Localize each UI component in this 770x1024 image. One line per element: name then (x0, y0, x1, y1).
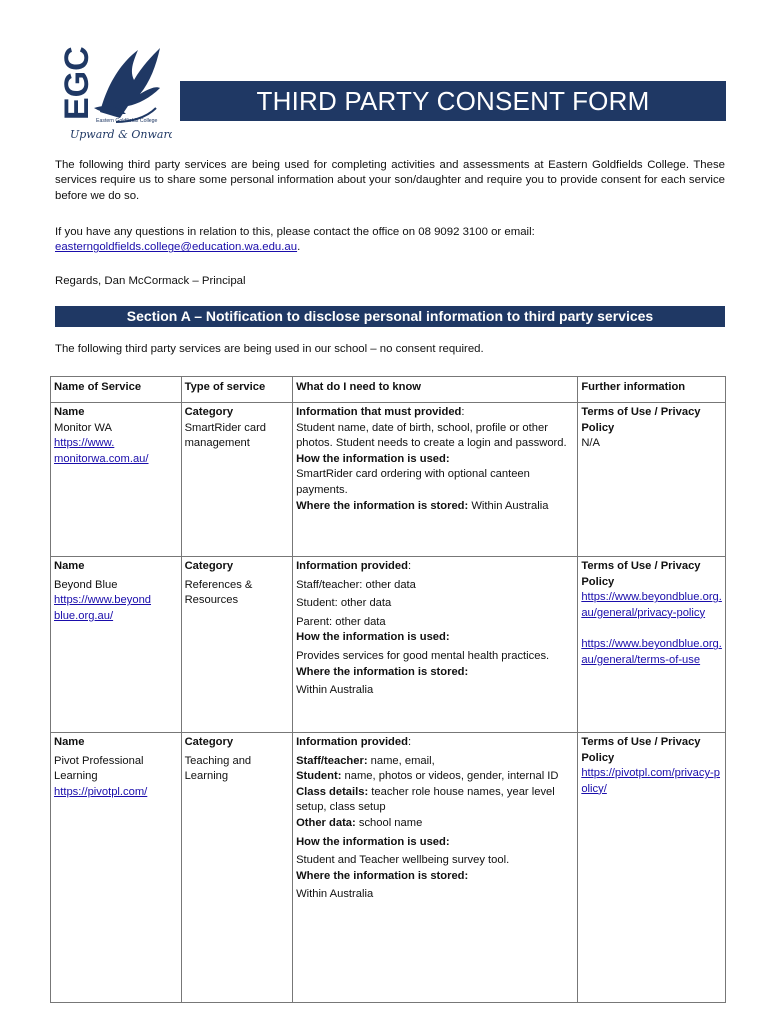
school-logo (60, 42, 172, 142)
service-name: Beyond Blue (54, 578, 118, 591)
table-row (51, 403, 726, 557)
category-label: Category (184, 406, 234, 418)
student-label: Student: (296, 770, 342, 783)
header-further-information: Further information (578, 377, 726, 403)
terms-of-use-link[interactable]: https://www.beyondblue.org.au/general/terms-of-use (581, 638, 722, 666)
service-link[interactable]: https://pivotpl.com/ (54, 785, 148, 798)
office-email-link[interactable]: easterngoldfields.college@education.wa.edu.au (55, 241, 298, 254)
staff-data: Staff/teacher: other data (296, 578, 416, 591)
usage-text: Student and Teacher wellbeing survey tool. (296, 854, 510, 867)
what-to-know-cell: Information provided: Staff/teacher: other data Student: other data Parent: other data How the information is used: Provides services for good mental health practices. Where the information is stored: Within Australia (293, 557, 578, 733)
section-a-heading: Section A – Notification to disclose personal information to third party services (55, 306, 725, 327)
class-details-label: Class details: (296, 785, 369, 798)
privacy-policy-link[interactable]: https://pivotpl.com/privacy-policy/ (581, 767, 720, 795)
name-label: Name (54, 736, 85, 748)
category-label: Category (184, 736, 234, 748)
service-name: Monitor WA (54, 421, 113, 434)
category-label: Category (184, 560, 234, 572)
section-a-intro: The following third party services are being used in our school – no consent required. (55, 343, 484, 355)
further-info-cell (578, 557, 726, 733)
table-header-row (51, 377, 726, 403)
staff-label: Staff/teacher: (296, 754, 368, 767)
service-name: Pivot Professional Learning (54, 754, 144, 783)
category-value: Teaching and Learning (184, 754, 252, 783)
info-label: Information provided (296, 560, 408, 572)
service-link[interactable]: https://www. monitorwa.com.au/ (54, 437, 149, 465)
usage-label: How the information is used: (296, 835, 450, 848)
third-party-services-table (50, 376, 726, 1003)
info-label: Information that must provided (296, 406, 462, 418)
student-data: Student: other data (296, 597, 392, 610)
info-text: Student name, date of birth, school, profile or other photos. Student needs to create a login and password. (296, 421, 567, 450)
further-info-cell (578, 733, 726, 1003)
egc-logo-icon (60, 42, 172, 142)
storage-text: Within Australia (471, 499, 549, 512)
parent-data: Parent: other data (296, 615, 386, 628)
name-label: Name (54, 406, 85, 418)
header-what-to-know: What do I need to know (293, 377, 578, 403)
contact-period: . (297, 241, 301, 254)
service-name-cell (51, 557, 182, 733)
table-row (51, 733, 726, 1003)
student-text: name, photos or videos, gender, internal ID (341, 770, 559, 783)
storage-text: Within Australia (296, 888, 374, 901)
further-info-cell (578, 403, 726, 557)
service-type-cell (181, 733, 292, 1003)
category-value: References & Resources (184, 578, 253, 607)
intro-paragraph: The following third party services are being used for completing activities and assessments at Eastern Goldfields College. These services require us to share some personal information about your son/daughter and require you to provide consent for each service before we do so. (55, 159, 725, 202)
info-label: Information provided (296, 736, 408, 748)
contact-text: If you have any questions in relation to this, please contact the office on 08 9092 3100 or email: (55, 226, 535, 238)
privacy-policy-link[interactable]: https://www.beyondblue.org.au/general/privacy-policy (581, 591, 722, 619)
name-label: Name (54, 560, 85, 572)
terms-label: Terms of Use / Privacy Policy (581, 406, 701, 434)
other-data-label: Other data: (296, 816, 356, 829)
terms-label: Terms of Use / Privacy Policy (581, 736, 701, 764)
table-row (51, 557, 726, 733)
service-name-cell (51, 733, 182, 1003)
storage-label: Where the information is stored: (296, 665, 469, 678)
header-name-of-service: Name of Service (51, 377, 182, 403)
other-data-text: school name (355, 816, 423, 829)
form-title: THIRD PARTY CONSENT FORM (180, 81, 726, 121)
logo-school-name: Eastern Goldfields College (96, 118, 158, 124)
usage-text: Provides services for good mental health practices. (296, 649, 550, 662)
service-link[interactable]: https://www.beyond blue.org.au/ (54, 594, 152, 622)
service-name-cell (51, 403, 182, 557)
category-value: SmartRider card management (184, 421, 267, 450)
usage-label: How the information is used: (296, 631, 450, 644)
logo-initials: EGC (60, 46, 96, 120)
what-to-know-cell: Information provided: Staff/teacher: name, email, Student: name, photos or videos, gender, internal ID Class details: teacher role house names, year level setup, class setup Other data: school name How the information is used: Student and Teacher wellbeing survey tool. Where the information is stored: Within Australia (293, 733, 578, 1003)
usage-label: How the information is used: (296, 452, 450, 465)
what-to-know-cell: Information that must provided: Student name, date of birth, school, profile or other photos. Student needs to create a login and password. How the information is used: SmartRider card ordering with optional canteen payments. Where the information is stored: Within Australia (293, 403, 578, 557)
contact-paragraph (55, 225, 725, 256)
storage-text: Within Australia (296, 684, 374, 697)
service-type-cell (181, 557, 292, 733)
service-type-cell (181, 403, 292, 557)
staff-text: name, email, (367, 754, 435, 767)
regards-line: Regards, Dan McCormack – Principal (55, 275, 246, 287)
logo-motto: Upward & Onward (70, 128, 172, 141)
terms-value: N/A (581, 437, 600, 450)
header-type-of-service: Type of service (181, 377, 292, 403)
usage-text: SmartRider card ordering with optional canteen payments. (296, 468, 530, 496)
storage-label: Where the information is stored: (296, 869, 469, 882)
storage-label: Where the information is stored: (296, 499, 469, 512)
terms-label: Terms of Use / Privacy Policy (581, 560, 701, 588)
class-details-text: teacher role house names, year level setup, class setup (296, 785, 555, 814)
